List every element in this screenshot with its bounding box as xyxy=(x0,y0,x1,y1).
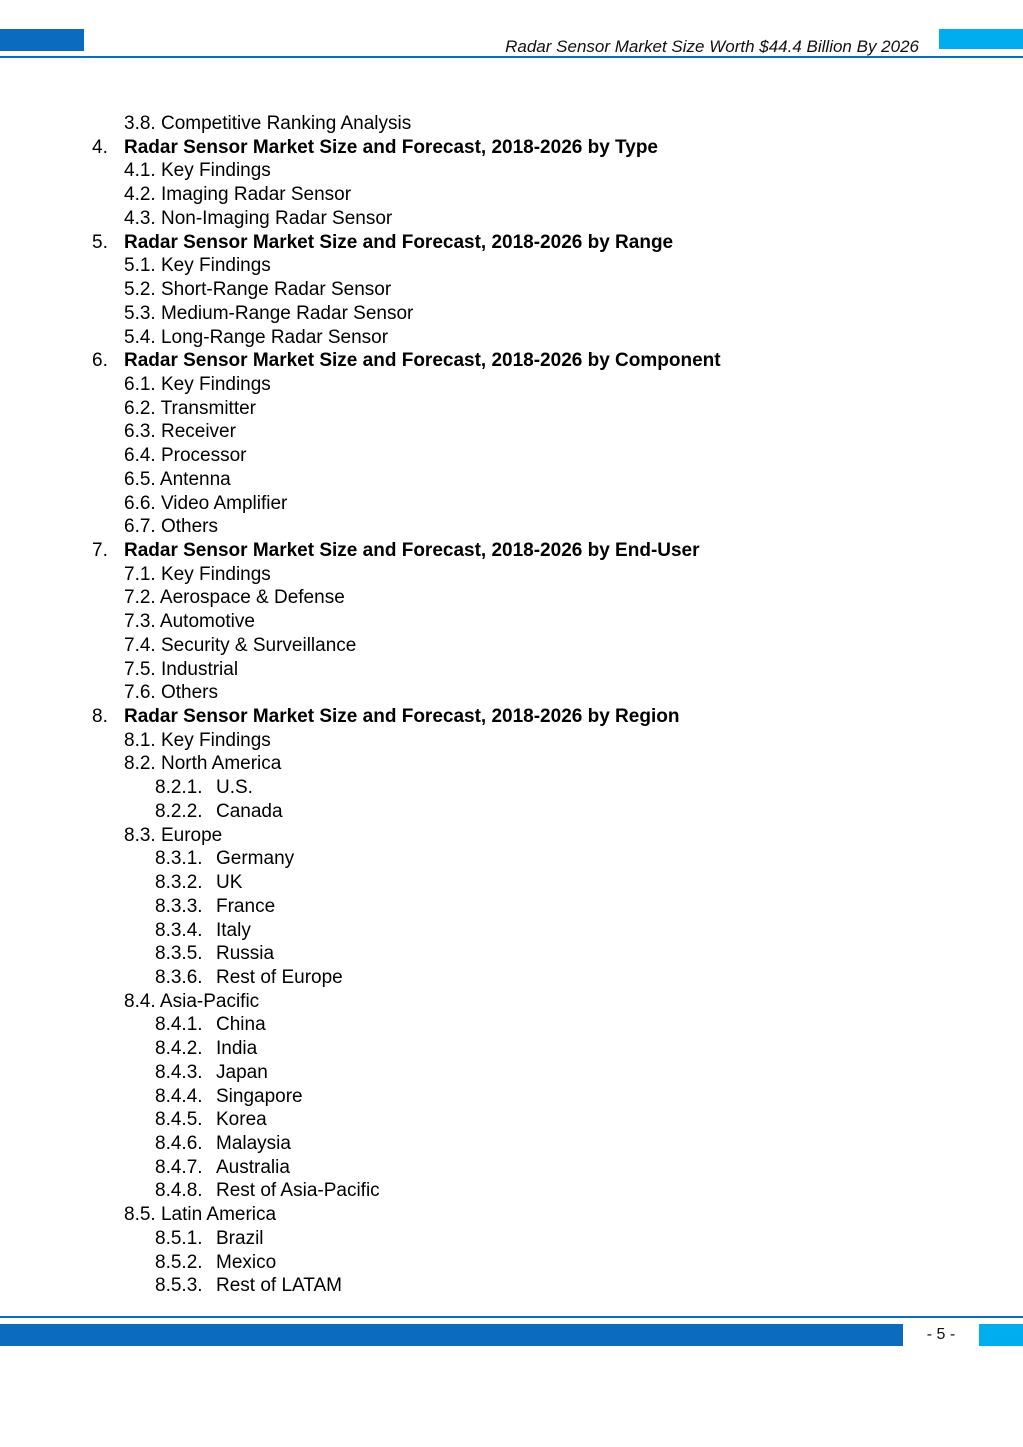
toc-label: 5.1. Key Findings xyxy=(124,255,271,277)
footer-accent-right xyxy=(979,1324,1023,1346)
toc-label: 6.5. Antenna xyxy=(124,468,231,490)
toc-number: 8.4.4. xyxy=(155,1085,203,1107)
toc-number: 8.4.5. xyxy=(155,1109,203,1131)
footer-bar xyxy=(0,1324,903,1346)
toc-label: Germany xyxy=(216,848,295,870)
toc-number: 8.3.5. xyxy=(155,943,203,965)
toc-label: Singapore xyxy=(216,1085,303,1107)
toc-label: Australia xyxy=(216,1156,290,1178)
toc-label: U.S. xyxy=(216,777,253,799)
toc-number: 5. xyxy=(92,231,108,253)
toc-label: 5.4. Long-Range Radar Sensor xyxy=(124,326,389,348)
toc-number: 8.4.6. xyxy=(155,1133,203,1154)
toc-label: 7.4. Security & Surveillance xyxy=(124,634,357,656)
toc-label: 6.7. Others xyxy=(124,516,218,538)
toc-label: Russia xyxy=(216,943,275,965)
toc-label: Korea xyxy=(216,1109,267,1131)
toc-label: 8.5. Latin America xyxy=(124,1204,277,1226)
toc-number: 7. xyxy=(92,540,108,561)
toc-label: 8.3. Europe xyxy=(124,824,223,846)
toc-label: Rest of Europe xyxy=(216,966,343,988)
toc-label: 4.2. Imaging Radar Sensor xyxy=(124,184,352,206)
toc-label: Canada xyxy=(216,800,283,822)
toc-label: Rest of Asia-Pacific xyxy=(216,1180,380,1202)
toc-label: UK xyxy=(216,872,243,893)
toc-label: 7.2. Aerospace & Defense xyxy=(124,587,345,609)
toc-label: Radar Sensor Market Size and Forecast, 2018-2026 by Region xyxy=(124,706,680,727)
toc-label: 5.2. Short-Range Radar Sensor xyxy=(124,279,392,300)
toc-label: 6.2. Transmitter xyxy=(124,397,256,419)
toc-label: 4.1. Key Findings xyxy=(124,160,271,182)
toc-label: Radar Sensor Market Size and Forecast, 2018-2026 by Range xyxy=(124,231,674,253)
toc-number: 8.3.3. xyxy=(155,895,203,917)
header-divider xyxy=(0,56,1023,58)
toc-label: Rest of LATAM xyxy=(216,1275,342,1297)
toc-label: Italy xyxy=(216,919,251,941)
footer-divider xyxy=(0,1316,1023,1318)
toc-number: 8.5.1. xyxy=(155,1227,203,1249)
toc-label: Mexico xyxy=(216,1251,277,1273)
toc-label: Brazil xyxy=(216,1227,264,1249)
toc-number: 4. xyxy=(92,136,108,158)
toc-label: 6.6. Video Amplifier xyxy=(124,492,288,514)
toc-label: 6.1. Key Findings xyxy=(124,373,271,395)
toc-label: Malaysia xyxy=(216,1133,291,1154)
toc-number: 8.5.3. xyxy=(155,1275,203,1297)
toc-number: 8. xyxy=(92,706,108,727)
header-title: Radar Sensor Market Size Worth $44.4 Billion By 2026 xyxy=(505,37,919,56)
toc-label: 7.5. Industrial xyxy=(124,658,239,680)
toc-number: 8.4.7. xyxy=(155,1156,203,1178)
toc-label: Radar Sensor Market Size and Forecast, 2018-2026 by Component xyxy=(124,350,721,372)
toc-label: Radar Sensor Market Size and Forecast, 2018-2026 by End-User xyxy=(124,540,700,561)
toc-number: 8.2.2. xyxy=(155,800,203,822)
toc-label: France xyxy=(216,895,276,917)
toc-label: India xyxy=(216,1038,258,1060)
header-accent-left xyxy=(0,29,84,51)
toc-label: Radar Sensor Market Size and Forecast, 2018-2026 by Type xyxy=(124,136,658,158)
toc-label: China xyxy=(216,1014,266,1036)
toc-number: 8.4.1. xyxy=(155,1014,203,1036)
toc-label: 3.8. Competitive Ranking Analysis xyxy=(124,113,412,134)
toc-number: 8.3.4. xyxy=(155,919,203,941)
toc-label: 8.4. Asia-Pacific xyxy=(124,990,260,1012)
toc-number: 8.4.2. xyxy=(155,1038,203,1060)
toc-label: 7.1. Key Findings xyxy=(124,563,271,585)
toc-label: 6.3. Receiver xyxy=(124,421,236,443)
toc-label: 7.3. Automotive xyxy=(124,611,255,633)
toc-label: 8.1. Key Findings xyxy=(124,729,271,751)
toc-label: 7.6. Others xyxy=(124,682,218,704)
toc-label: 6.4. Processor xyxy=(124,445,247,467)
page-number: - 5 - xyxy=(926,1326,956,1343)
toc-label: 8.2. North America xyxy=(124,753,282,775)
toc-label: 5.3. Medium-Range Radar Sensor xyxy=(124,302,414,324)
toc-number: 8.4.8. xyxy=(155,1180,203,1202)
toc-number: 8.3.6. xyxy=(155,966,203,988)
toc-label: 4.3. Non-Imaging Radar Sensor xyxy=(124,207,393,229)
toc-number: 8.2.1. xyxy=(155,777,203,799)
header-accent-right xyxy=(939,29,1023,49)
toc-label: Japan xyxy=(216,1061,268,1083)
toc-number: 8.3.1. xyxy=(155,848,203,870)
toc-number: 6. xyxy=(92,350,108,372)
toc-number: 8.3.2. xyxy=(155,872,203,893)
toc-number: 8.4.3. xyxy=(155,1061,203,1083)
toc-number: 8.5.2. xyxy=(155,1251,203,1273)
